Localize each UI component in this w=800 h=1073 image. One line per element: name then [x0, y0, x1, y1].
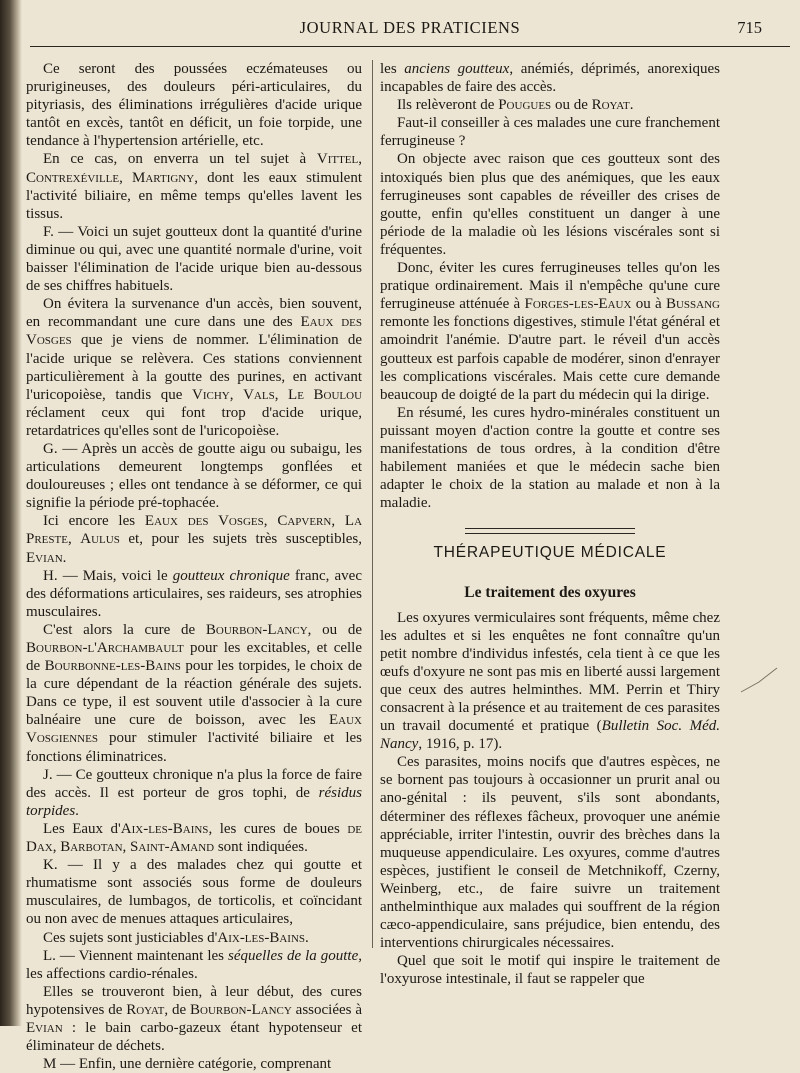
text: sont indiquées. — [214, 839, 308, 856]
spa-name: Eaux des Vosges — [144, 513, 264, 530]
text: . — [75, 802, 79, 819]
paragraph — [380, 609, 720, 754]
text: Ils relèveront de — [397, 97, 499, 114]
spa-name: Bussang — [665, 296, 720, 313]
paragraph — [26, 295, 362, 440]
text: . — [629, 97, 634, 114]
text: M — Enfin, une dernière catégorie, comprenant — [43, 1056, 332, 1073]
spa-name: Evian — [26, 549, 63, 566]
text: associées à — [291, 1001, 363, 1018]
section-separator — [465, 528, 635, 534]
spa-name: Barbotan — [60, 839, 123, 856]
text: . — [62, 549, 67, 566]
text: , — [229, 386, 244, 403]
text: , les cures de boues — [208, 820, 348, 837]
page-number: 715 — [737, 18, 762, 37]
text: Elles se trouveront bien, à leur début, des cures hypotensives de — [26, 983, 362, 1018]
text: Les Eaux d' — [43, 820, 121, 837]
text: Ce seront des poussées eczémateuses ou prurigineuses, des douleurs péri-articulaires, du pityriasis, des éliminations irrégulières d'acide urique tantôt en excès, tantôt en déficit, un foie torpide, une tendance à l'hypertension artérielle, etc. — [26, 61, 362, 150]
article-title: Le traitement des oxyures — [464, 584, 636, 602]
spa-name: Eaux Vosgiennes — [26, 712, 362, 747]
paragraph — [380, 150, 720, 259]
text: On objecte avec raison que ces goutteux sont des intoxiqués bien plus que des anémiques, que les eaux ferrugineuses sont capables de réveiller des crises de goutte, enfin qu'elles constituent un danger à une période de la maladie où les lésions viscérales sont si fréquentes. — [380, 151, 720, 258]
spa-name: Royat — [591, 97, 630, 114]
text: En résumé, les cures hydro-minérales constituent un puissant moyen d'action contre la goutte et contre ses manifestations de tous ordres, à la condition d'être habilement maniées et que le médecin sache bien adapter le choix de la station au malade et non à la maladie. — [380, 404, 720, 512]
paragraph — [26, 947, 362, 983]
text: remonte les fonctions digestives, stimule l'état général et amoindrit l'anémie. D'autre part. le réveil d'un accès goutteux est parfois capable de modérer, sinon d'enrayer les complications viscérales. Mais cette cure demande beaucoup de doigté de la part du médecin qui la dirige. — [380, 314, 720, 403]
paragraph — [26, 150, 362, 222]
page-header — [30, 14, 790, 44]
text: J. — Ce goutteux chronique n'a plus la force de faire des accès. Il est porteur de gros tophi, de — [26, 766, 362, 801]
spa-name: Bourbon-Lancy — [205, 621, 308, 638]
spa-name: Aix-les-Bains — [217, 929, 306, 946]
text: . — [305, 929, 309, 946]
header-rule — [30, 46, 790, 47]
spa-name: Bourbon-Lancy — [190, 1001, 292, 1018]
text: , — [52, 839, 61, 856]
text: que je viens de nommer. L'élimination de l'acide urique se relèvera. Ces stations conviennent particulièrement à la goutte des purines, en activant l'uricopoièse, tandis que — [26, 332, 362, 403]
text: Les oxyures vermiculaires sont fréquents, même chez les adultes et si les enquêtes ne font connaître qu'un petit nombre d'individus infestés, cela tient à ce que les œufs d'oxyure ne sont pas mis en liberté aussi largement que ceux des autres helminthes. MM. Perrin et Thiry consacrent à la présence et au traitement de ces parasites un travail documenté et pratique ( — [380, 609, 720, 735]
text: franc, avec des déformations articulaires, ses raideurs, ses atrophies musculaires. — [26, 567, 363, 620]
binding-gutter — [0, 0, 22, 1026]
paragraph — [26, 621, 362, 766]
text: réclament ceux qui font trop d'acide urique, retardatrices qu'elles sont de l'uricopoièse. — [26, 404, 362, 439]
spa-name: Bourbonne-les-Bains — [44, 658, 181, 675]
spa-name: Bourbon-l'Archambault — [26, 640, 184, 656]
spa-name: La Preste — [26, 513, 363, 548]
text: Ces parasites, moins nocifs que d'autres espèces, ne se bornent pas toujours à occasionner un prurit anal ou ano-génital : ils peuvent, s'ils sont abondants, déterminer des réflexes fâcheux, provoquer une anémie appréciable, irriter l'intestin, ouvrir des brèches dans la muqueuse appendiculaire. Les oxyures, comme d'autres espèces, justifient le conseil de Metchnikoff, Czerny, Weinberg, etc., de faire suivre un traitement anthelminthique aux malades qui souffrent de la région cæco-appendiculaire, sans préjudice, bien entendu, des interventions chirurgicales nécessaires. — [380, 754, 720, 952]
text: On évitera la survenance d'un accès, bien souvent, en recommandant une cure dans une des — [26, 296, 362, 331]
spa-name: Martigny — [132, 169, 195, 186]
paragraph — [380, 259, 720, 404]
text: Quel que soit le motif qui inspire le traitement de l'oxyurose intestinale, il faut se rappeler que — [380, 953, 720, 988]
paragraph — [26, 766, 362, 820]
paragraph — [26, 856, 362, 928]
spa-name: Evian — [26, 1019, 63, 1036]
text: , — [119, 169, 133, 186]
text: , les affections cardio-rénales. — [26, 947, 362, 982]
text: Ces sujets sont justiciables d' — [43, 929, 218, 946]
spa-name: Eaux des Vosges — [26, 314, 363, 349]
spa-name: de Dax — [26, 820, 363, 856]
emphasis: anciens goutteux — [404, 61, 510, 77]
text: ou à — [631, 296, 666, 313]
emphasis: Bulletin Soc. Méd. Nancy — [380, 718, 720, 753]
paragraph — [380, 952, 720, 988]
text: , dont les eaux stimulent l'activité biliaire, en même temps qu'elles lavent les tissus. — [26, 169, 363, 222]
column-divider — [372, 60, 373, 948]
text: Faut-il conseiller à ces malades une cure franchement ferrugineuse ? — [380, 115, 720, 150]
paragraph — [26, 983, 362, 1055]
spa-name: Le Boulou — [288, 386, 363, 403]
text: , de — [164, 1001, 191, 1018]
paragraph — [26, 1055, 362, 1073]
text: En ce cas, on enverra un tel sujet à — [43, 151, 317, 168]
spa-name: Forges-les-Eaux — [524, 296, 632, 313]
text: , — [263, 513, 278, 530]
journal-title: JOURNAL DES PRATICIENS — [299, 18, 521, 37]
pencil-mark-icon — [737, 660, 787, 700]
paragraph — [380, 60, 720, 96]
spa-name: Vittel — [316, 151, 359, 168]
paragraph — [380, 96, 720, 114]
spa-name: Royat — [126, 1001, 165, 1018]
paragraph — [380, 753, 720, 952]
paragraph — [26, 929, 362, 947]
spa-name: Aix-les-Bains — [120, 820, 209, 837]
paragraph — [26, 440, 362, 512]
text: G. — Après un accès de goutte aigu ou subaigu, les articulations demeurent longtemps gonflées et douloureuses ; elles ont tendance à se déformer, ce qui signifie la période pré-tophacée. — [26, 440, 362, 512]
text: , — [358, 151, 362, 168]
text: , 1916, p. 17). — [418, 736, 503, 753]
spa-name: Vichy — [192, 386, 230, 403]
text: , anémiés, déprimés, anorexiques incapables de faire des accès. — [380, 61, 720, 96]
text: Donc, éviter les cures ferrugineuses telles qu'on les pratique ordinairement. Mais il n'empêche qu'une cure ferrugineuse atténuée à — [380, 260, 720, 313]
emphasis: goutteux chronique — [172, 567, 290, 584]
emphasis: séquelles de la goutte — [227, 947, 359, 964]
text: K. — Il y a des malades chez qui goutte et rhumatisme sont associés sous forme de douleurs musculaires, de lumbagos, de torticolis, et coïncidant ou non avec de menues attaques articulaires, — [26, 857, 362, 928]
right-column — [380, 60, 720, 989]
text: , ou de — [307, 621, 362, 638]
paragraph — [26, 567, 362, 621]
emphasis: résidus torpides — [26, 784, 362, 819]
text: L. — Viennent maintenant les — [43, 947, 228, 964]
text: pour les torpides, le choix de la cure dépendant de la réaction générale des sujets. Dans ce type, il est souvent utile d'associer à la cure balnéaire une cure de boisson, avec les — [26, 658, 362, 729]
text: pour stimuler l'activité biliaire et les fonctions éliminatrices. — [26, 730, 362, 765]
spa-name: Saint-Amand — [130, 839, 215, 856]
text: les — [380, 61, 405, 77]
text: ou de — [551, 97, 592, 114]
text: C'est alors la cure de — [43, 621, 206, 638]
text: , — [331, 513, 345, 530]
spa-name: Pougues — [498, 97, 552, 114]
text: et, pour les sujets très susceptibles, — [119, 531, 363, 548]
section-title: THÉRAPEUTIQUE MÉDICALE — [433, 544, 667, 562]
text: F. — Voici un sujet goutteux dont la quantité d'urine diminue ou qui, avec une quantité normale d'urine, voit baisser l'élimination de l'acide urique bien au-dessous de ses chiffres habituels. — [26, 223, 362, 295]
paragraph — [26, 820, 362, 856]
text: : le bain carbo-gazeux étant hypotenseur et éliminateur de déchets. — [26, 1019, 362, 1055]
spa-name: Capvern — [277, 513, 332, 530]
text: Ici encore les — [43, 513, 145, 530]
spa-name: Vals — [243, 386, 275, 403]
left-column — [26, 60, 362, 1073]
paragraph — [380, 404, 720, 513]
paragraph — [26, 512, 362, 566]
text: H. — Mais, voici le — [43, 567, 173, 584]
paragraph — [26, 60, 362, 150]
spa-name: Contrexéville — [26, 169, 120, 186]
text: , — [122, 839, 131, 856]
paragraph — [26, 223, 362, 295]
text: pour les excitables, et celle de — [26, 640, 362, 675]
spa-name: Aulus — [80, 531, 120, 548]
text: , — [274, 386, 289, 403]
paragraph — [380, 114, 720, 150]
text: , — [67, 531, 81, 548]
